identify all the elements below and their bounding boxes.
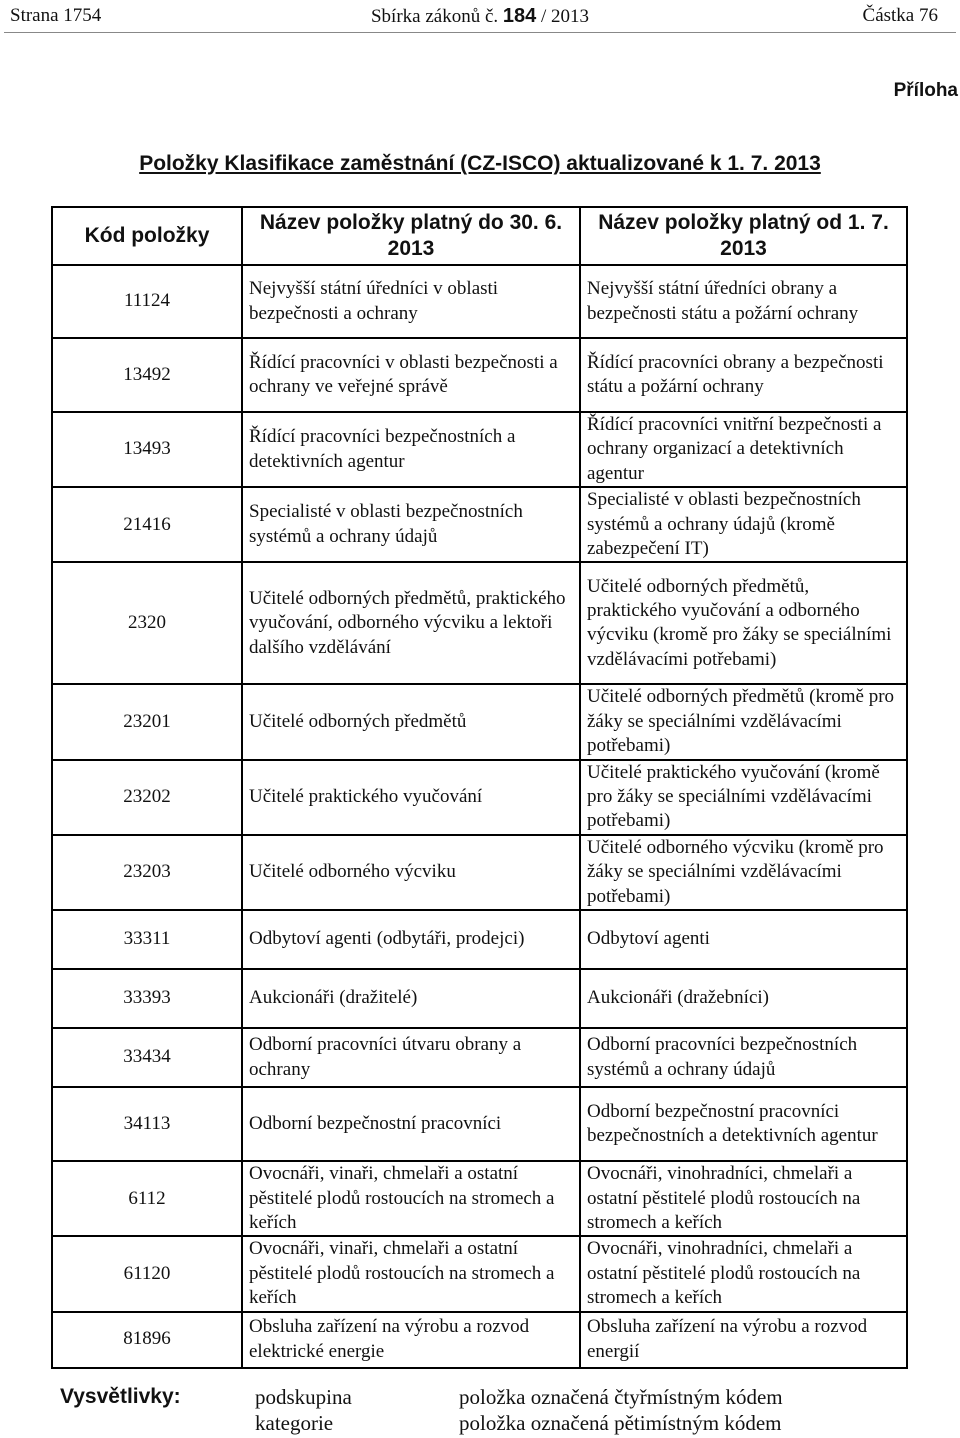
header-rule: [4, 32, 956, 33]
document-title: Položky Klasifikace zaměstnání (CZ-ISCO) aktualizované k 1. 7. 2013: [139, 152, 821, 175]
new-item-name: Aukcionáři (dražebníci): [580, 969, 907, 1028]
old-item-name: Odbytoví agenti (odbytáři, prodejci): [242, 910, 580, 969]
column-header-code: Kód položky: [52, 207, 242, 265]
table-row: [52, 1312, 907, 1368]
old-item-name: Řídící pracovníci bezpečnostních a detektivních agentur: [242, 412, 580, 487]
law-number: 184: [502, 5, 537, 27]
legend-terms: [255, 1384, 352, 1436]
table-row: [52, 684, 907, 759]
classification-table: [51, 206, 908, 1369]
table-row: [52, 1236, 907, 1311]
old-item-name: Učitelé odborných předmětů, praktického vyučování, odborného výcviku a lektoři dalšího vzdělávání: [242, 562, 580, 684]
series-label: Sbírka zákonů č.: [370, 6, 499, 27]
new-item-name: Nejvyšší státní úředníci obrany a bezpečnosti státu a požární ochrany: [580, 265, 907, 338]
table-row: [52, 910, 907, 969]
item-code: 11124: [52, 265, 242, 338]
old-item-name: Aukcionáři (dražitelé): [242, 969, 580, 1028]
new-item-name: Odborní bezpečnostní pracovníci bezpečnostních a detektivních agentur: [580, 1087, 907, 1161]
table-row: [52, 338, 907, 412]
new-item-name: Ovocnáři, vinohradníci, chmelaři a ostatní pěstitelé plodů rostoucích na stromech a keřích: [580, 1161, 907, 1236]
attachment-label: Příloha: [893, 80, 958, 101]
legend-meaning: položka označená čtyřmístným kódem: [459, 1385, 783, 1409]
old-item-name: Ovocnáři, vinaři, chmelaři a ostatní pěstitelé plodů rostoucích na stromech a keřích: [242, 1161, 580, 1236]
old-item-name: Učitelé odborných předmětů: [242, 684, 580, 759]
legend-term: kategorie: [255, 1411, 334, 1435]
table-row: [52, 1087, 907, 1161]
collection-reference: [0, 5, 960, 28]
new-item-name: Učitelé odborného výcviku (kromě pro žáky se speciálními vzdělávacími potřebami): [580, 835, 907, 910]
new-item-name: Učitelé praktického vyučování (kromě pro žáky se speciálními vzdělávacími potřebami): [580, 760, 907, 835]
item-code: 33393: [52, 969, 242, 1028]
new-item-name: Učitelé odborných předmětů (kromě pro žáky se speciálními vzdělávacími potřebami): [580, 684, 907, 759]
item-code: 23203: [52, 835, 242, 910]
table-row: [52, 1028, 907, 1087]
old-item-name: Specialisté v oblasti bezpečnostních systémů a ochrany údajů: [242, 487, 580, 562]
part-number: Částka 76: [862, 5, 938, 26]
table-row: [52, 760, 907, 835]
item-code: 81896: [52, 1312, 242, 1368]
item-code: 21416: [52, 487, 242, 562]
column-header-old-name: Název položky platný do 30. 6. 2013: [242, 207, 580, 265]
old-item-name: Obsluha zařízení na výrobu a rozvod elektrické energie: [242, 1312, 580, 1368]
item-code: 33434: [52, 1028, 242, 1087]
table-row: [52, 1161, 907, 1236]
law-year: / 2013: [541, 6, 590, 27]
new-item-name: Řídící pracovníci vnitřní bezpečnosti a ochrany organizací a detektivních agentur: [580, 412, 907, 487]
table-row: [52, 487, 907, 562]
new-item-name: Ovocnáři, vinohradníci, chmelaři a ostatní pěstitelé plodů rostoucích na stromech a keřích: [580, 1236, 907, 1311]
column-header-new-name: Název položky platný od 1. 7. 2013: [580, 207, 907, 265]
table-row: [52, 265, 907, 338]
item-code: 13493: [52, 412, 242, 487]
new-item-name: Odborní pracovníci bezpečnostních systémů a ochrany údajů: [580, 1028, 907, 1087]
table-row: [52, 835, 907, 910]
legend-meanings: [459, 1384, 783, 1436]
page-number: Strana 1754: [10, 5, 102, 26]
table-row: [52, 412, 907, 487]
table-row: [52, 562, 907, 684]
item-code: 61120: [52, 1236, 242, 1311]
legend: [0, 1384, 960, 1438]
item-code: 13492: [52, 338, 242, 412]
table-row: [52, 969, 907, 1028]
table-header-row: [52, 207, 907, 265]
new-item-name: Řídící pracovníci obrany a bezpečnosti státu a požární ochrany: [580, 338, 907, 412]
old-item-name: Učitelé praktického vyučování: [242, 760, 580, 835]
item-code: 6112: [52, 1161, 242, 1236]
new-item-name: Specialisté v oblasti bezpečnostních systémů a ochrany údajů (kromě zabezpečení IT): [580, 487, 907, 562]
item-code: 34113: [52, 1087, 242, 1161]
item-code: 23201: [52, 684, 242, 759]
new-item-name: Odbytoví agenti: [580, 910, 907, 969]
item-code: 23202: [52, 760, 242, 835]
old-item-name: Učitelé odborného výcviku: [242, 835, 580, 910]
old-item-name: Řídící pracovníci v oblasti bezpečnosti a ochrany ve veřejné správě: [242, 338, 580, 412]
running-header: [0, 0, 960, 34]
old-item-name: Ovocnáři, vinaři, chmelaři a ostatní pěstitelé plodů rostoucích na stromech a keřích: [242, 1236, 580, 1311]
old-item-name: Nejvyšší státní úředníci v oblasti bezpečnosti a ochrany: [242, 265, 580, 338]
item-code: 33311: [52, 910, 242, 969]
new-item-name: Obsluha zařízení na výrobu a rozvod energií: [580, 1312, 907, 1368]
old-item-name: Odborní pracovníci útvaru obrany a ochrany: [242, 1028, 580, 1087]
legend-meaning: položka označená pětimístným kódem: [459, 1411, 782, 1435]
legend-term: podskupina: [255, 1385, 352, 1409]
new-item-name: Učitelé odborných předmětů, praktického vyučování a odborného výcviku (kromě pro žáky se speciálními vzdělávacími potřebami): [580, 562, 907, 684]
legend-label: Vysvětlivky:: [60, 1385, 181, 1408]
item-code: 2320: [52, 562, 242, 684]
old-item-name: Odborní bezpečnostní pracovníci: [242, 1087, 580, 1161]
